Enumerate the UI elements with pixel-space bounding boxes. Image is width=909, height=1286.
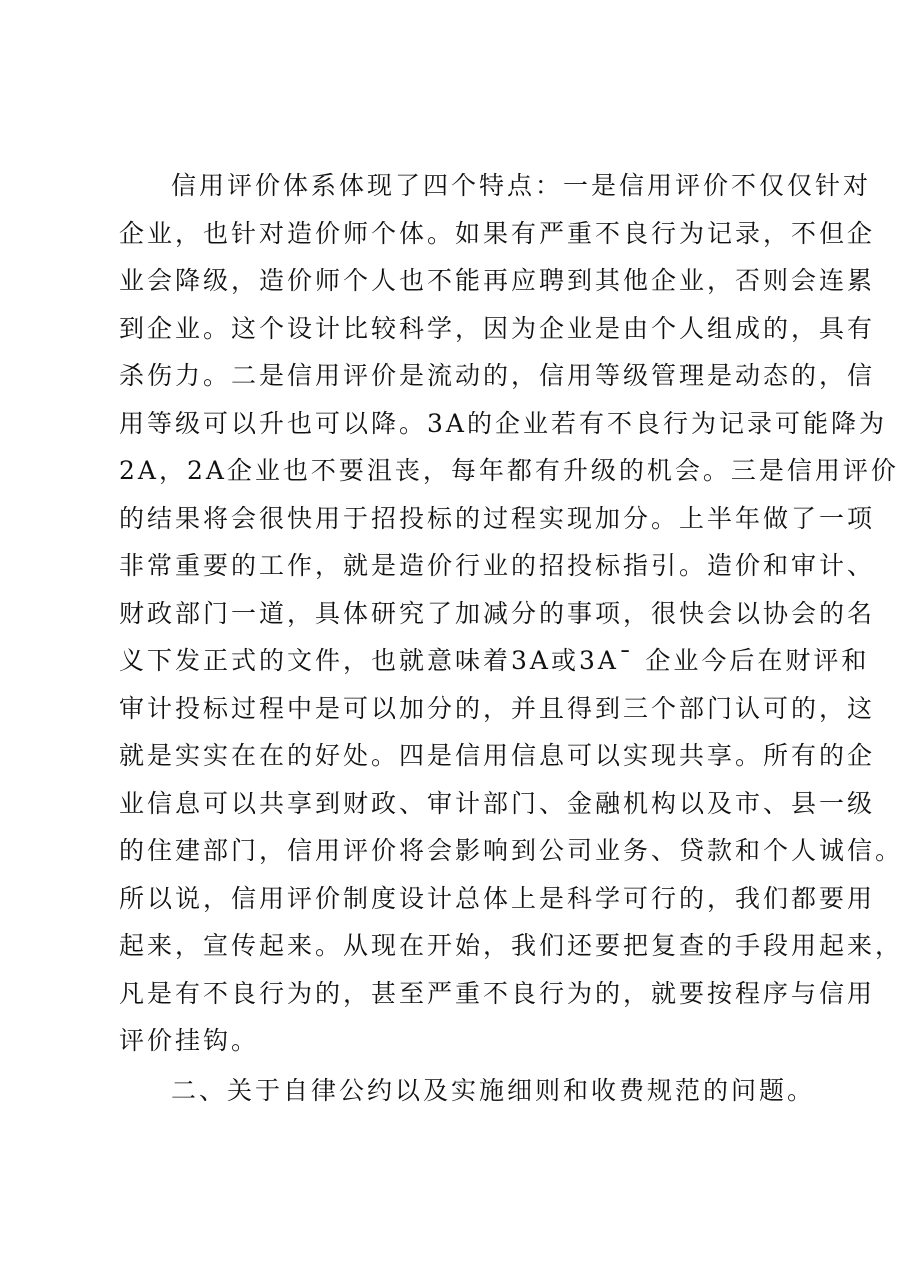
text-line: 业信息可以共享到财政、审计部门、金融机构以及市、县一级 (119, 788, 876, 818)
text-line: 义下发正式的文件，也就意味着3A或3A¯ 企业今后在财评和 (119, 646, 870, 675)
section-heading-self-discipline (119, 1067, 816, 1115)
text-line: 二、关于自律公约以及实施细则和收费规范的问题。 (171, 1075, 816, 1105)
paragraph-credit-evaluation (119, 162, 904, 1065)
text-line: 2A，2A企业也不要沮丧，每年都有升级的机会。三是信用评价 (119, 456, 899, 485)
text-line: 的住建部门，信用评价将会影响到公司业务、贷款和个人诚信。 (119, 836, 904, 865)
text-line: 杀伤力。二是信用评价是流动的，信用等级管理是动态的，信 (119, 361, 876, 390)
text-line: 就是实实在在的好处。四是信用信息可以实现共享。所有的企 (119, 741, 876, 770)
text-line: 企业，也针对造价师个体。如果有严重不良行为记录，不但企 (119, 218, 876, 248)
text-line: 评价挂钩。 (119, 1026, 260, 1055)
text-line: 到企业。这个设计比较科学，因为企业是由个人组成的，具有 (119, 313, 876, 343)
text-line: 所以说，信用评价制度设计总体上是科学可行的，我们都要用 (119, 883, 876, 913)
text-line: 的结果将会很快用于招投标的过程实现加分。上半年做了一项 (119, 503, 876, 533)
text-line: 财政部门一道，具体研究了加减分的事项，很快会以协会的名 (119, 598, 876, 628)
text-line: 业会降级，造价师个人也不能再应聘到其他企业，否则会连累 (119, 266, 876, 295)
text-line: 用等级可以升也可以降。3A的企业若有不良行为记录可能降为 (119, 408, 887, 438)
text-line: 起来，宣传起来。从现在开始，我们还要把复查的手段用起来， (119, 931, 904, 960)
text-line: 凡是有不良行为的，甚至严重不良行为的，就要按程序与信用 (119, 978, 876, 1008)
text-line: 非常重要的工作，就是造价行业的招投标指引。造价和审计、 (119, 551, 876, 580)
document-body (119, 162, 904, 1114)
text-line: 审计投标过程中是可以加分的，并且得到三个部门认可的，这 (119, 693, 876, 723)
text-line: 信用评价体系体现了四个特点：一是信用评价不仅仅针对 (171, 171, 872, 200)
